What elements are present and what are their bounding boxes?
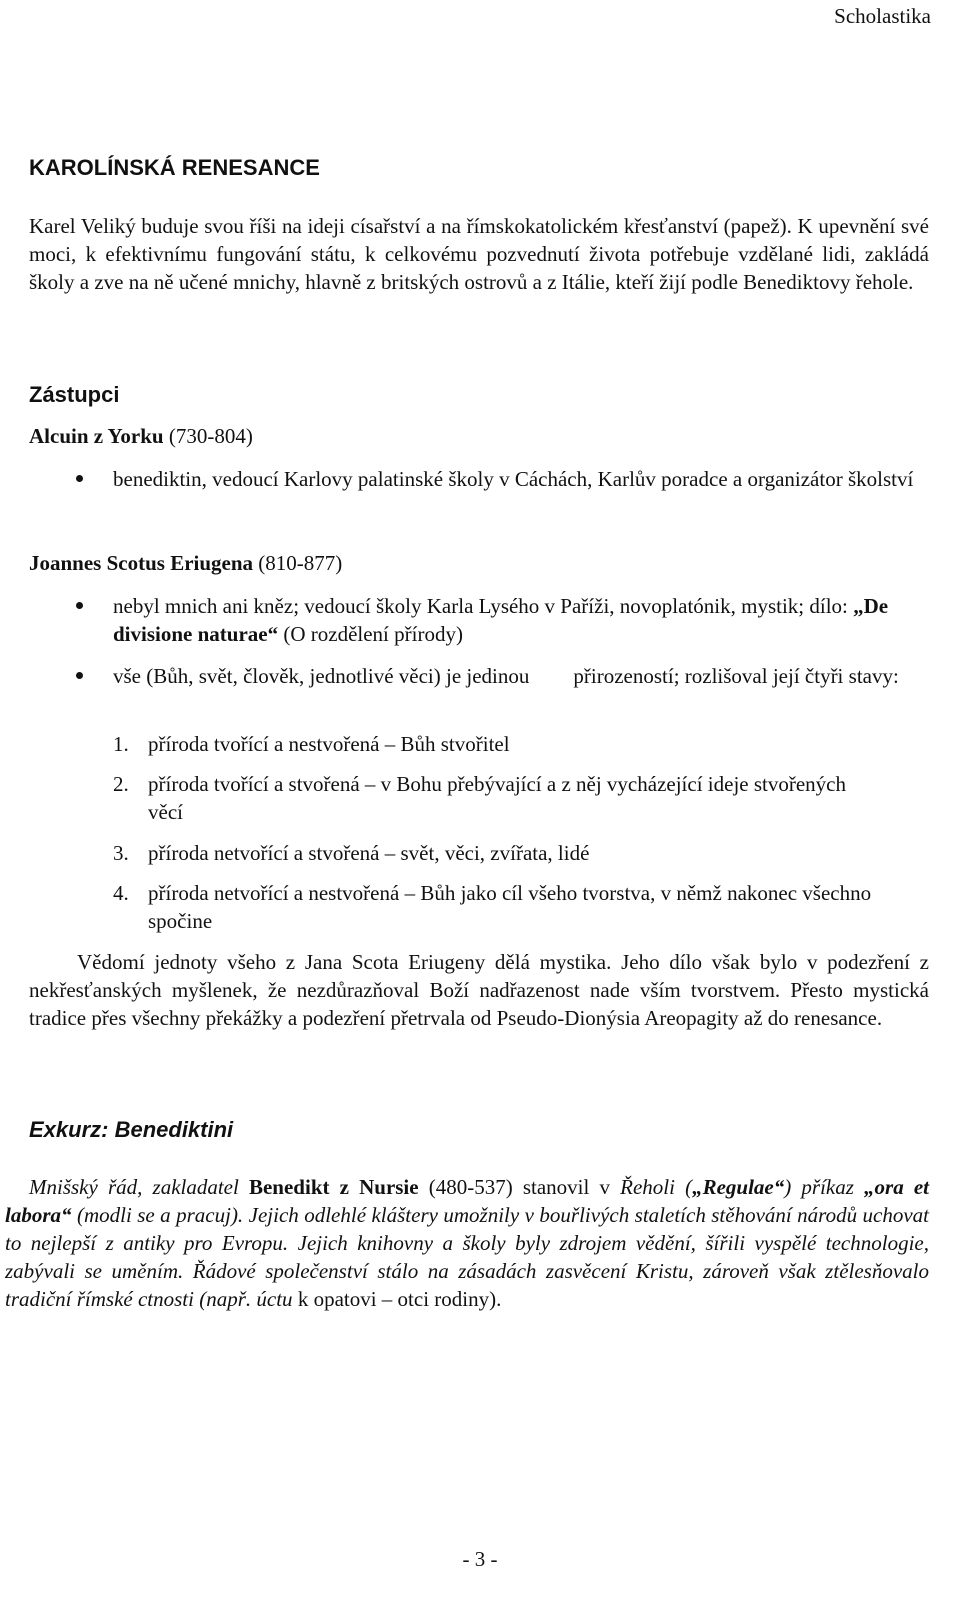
person-name: Joannes Scotus Eriugena [29,551,254,575]
stage-number: 4. [113,881,129,905]
bullet-text-part: vše (Bůh, svět, člověk, jednotlivé věci) je jedinou [113,664,530,688]
bullet-text-part: přirozeností; rozlišoval její čtyři stavy: [573,664,899,688]
founder-name: Benedikt z Nursie [248,1175,419,1199]
person-dates: (730-804) [163,424,253,448]
bullet-text [113,592,929,648]
bullet-text: benediktin, vedoucí Karlovy palatinské školy v Cáchách, Karlův poradce a organizátor školství [113,467,914,491]
stage-text: příroda tvořící a stvořená – v Bohu přebývající a z něj vycházející ideje stvořených věcí [148,772,846,824]
stage-text: příroda netvořící a nestvořená – Bůh jako cíl všeho tvorstva, v němž nakonec všechno spočine [148,881,872,933]
running-header: Scholastika [834,4,931,28]
person-name: Alcuin z Yorku [29,424,164,448]
section-heading-karolinska: KAROLÍNSKÁ RENESANCE [29,155,320,180]
intro-paragraph-text: Karel Veliký buduje svou říši na ideji císařství a na římskokatolickém křesťanství (papež). K upevnění své moci, k efektivnímu fungování státu, k celkovému pozvednutí života potřebuje vzdělané lidi, zakládá školy a zve na ně učené mnichy, hlavně z britských ostrovů a z Itálie, kteří žijí podle Benediktovy řehole. [29,214,929,294]
person-eriugena [29,549,342,577]
intro-paragraph [29,212,929,296]
stage-text: příroda tvořící a nestvořená – Bůh stvořitel [148,732,510,756]
person-alcuin [29,422,253,450]
stage-text: příroda netvořící a stvořená – svět, věci, zvířata, lidé [148,841,590,865]
work-title: „De divisione naturae“ [113,594,889,646]
paragraph-part: k opatovi – otci rodiny). [292,1287,502,1311]
closing-paragraph: Vědomí jednoty všeho z Jana Scota Eriugeny dělá mystika. Jeho dílo však bylo v podezření z nekřesťanských myšlenek, že nezdůrazňoval Boží nadřazenost nade vším tvorstvem. Přesto mystická tradice přes všechny překážky a podezření přetrvala od Pseudo-Dionýsia Areopagity až do renesance. [29,950,929,1030]
paragraph-part: Řeholi ( [620,1175,693,1199]
motto-term: „ora et labora“ [5,1175,930,1227]
section-heading-zastupci: Zástupci [29,382,120,407]
paragraph-part: Mnišský řád, zakladatel [29,1175,249,1199]
paragraph-part: ) příkaz [784,1175,865,1199]
bullet-text-part: nebyl mnich ani kněz; vedoucí školy Karla Lysého v Paříži, novoplatónik, mystik; dílo: [113,594,854,618]
person-dates: (810-877) [253,551,343,575]
benedictines-paragraph [5,1173,929,1313]
section-heading-exkurz: Exkurz: Benediktini [29,1117,234,1142]
paragraph-part: (480-537) stanovil v [418,1175,621,1199]
regulae-term: „Regulae“ [692,1175,785,1199]
stage-number: 3. [113,841,129,865]
bullet-text [113,662,929,690]
stage-number: 1. [113,732,129,756]
stage-number: 2. [113,772,129,796]
page-number: - 3 - [462,1547,498,1571]
bullet-text-part: (O rozdělení přírody) [278,622,463,646]
paragraph-part: (modli se a pracuj). Jejich odlehlé kláštery umožnily v bouřlivých staletích stěhování národů uchovat to nejlepší z antiky pro Evropu. Jejich knihovny a školy byly zdrojem vědění, šířili vyspělé technologie, zabývali se uměním. Řádové společenství stálo na zásadách zasvěcení Kristu, zároveň však ztělesňovalo tradiční římské ctnosti (např. úctu [5,1203,929,1311]
